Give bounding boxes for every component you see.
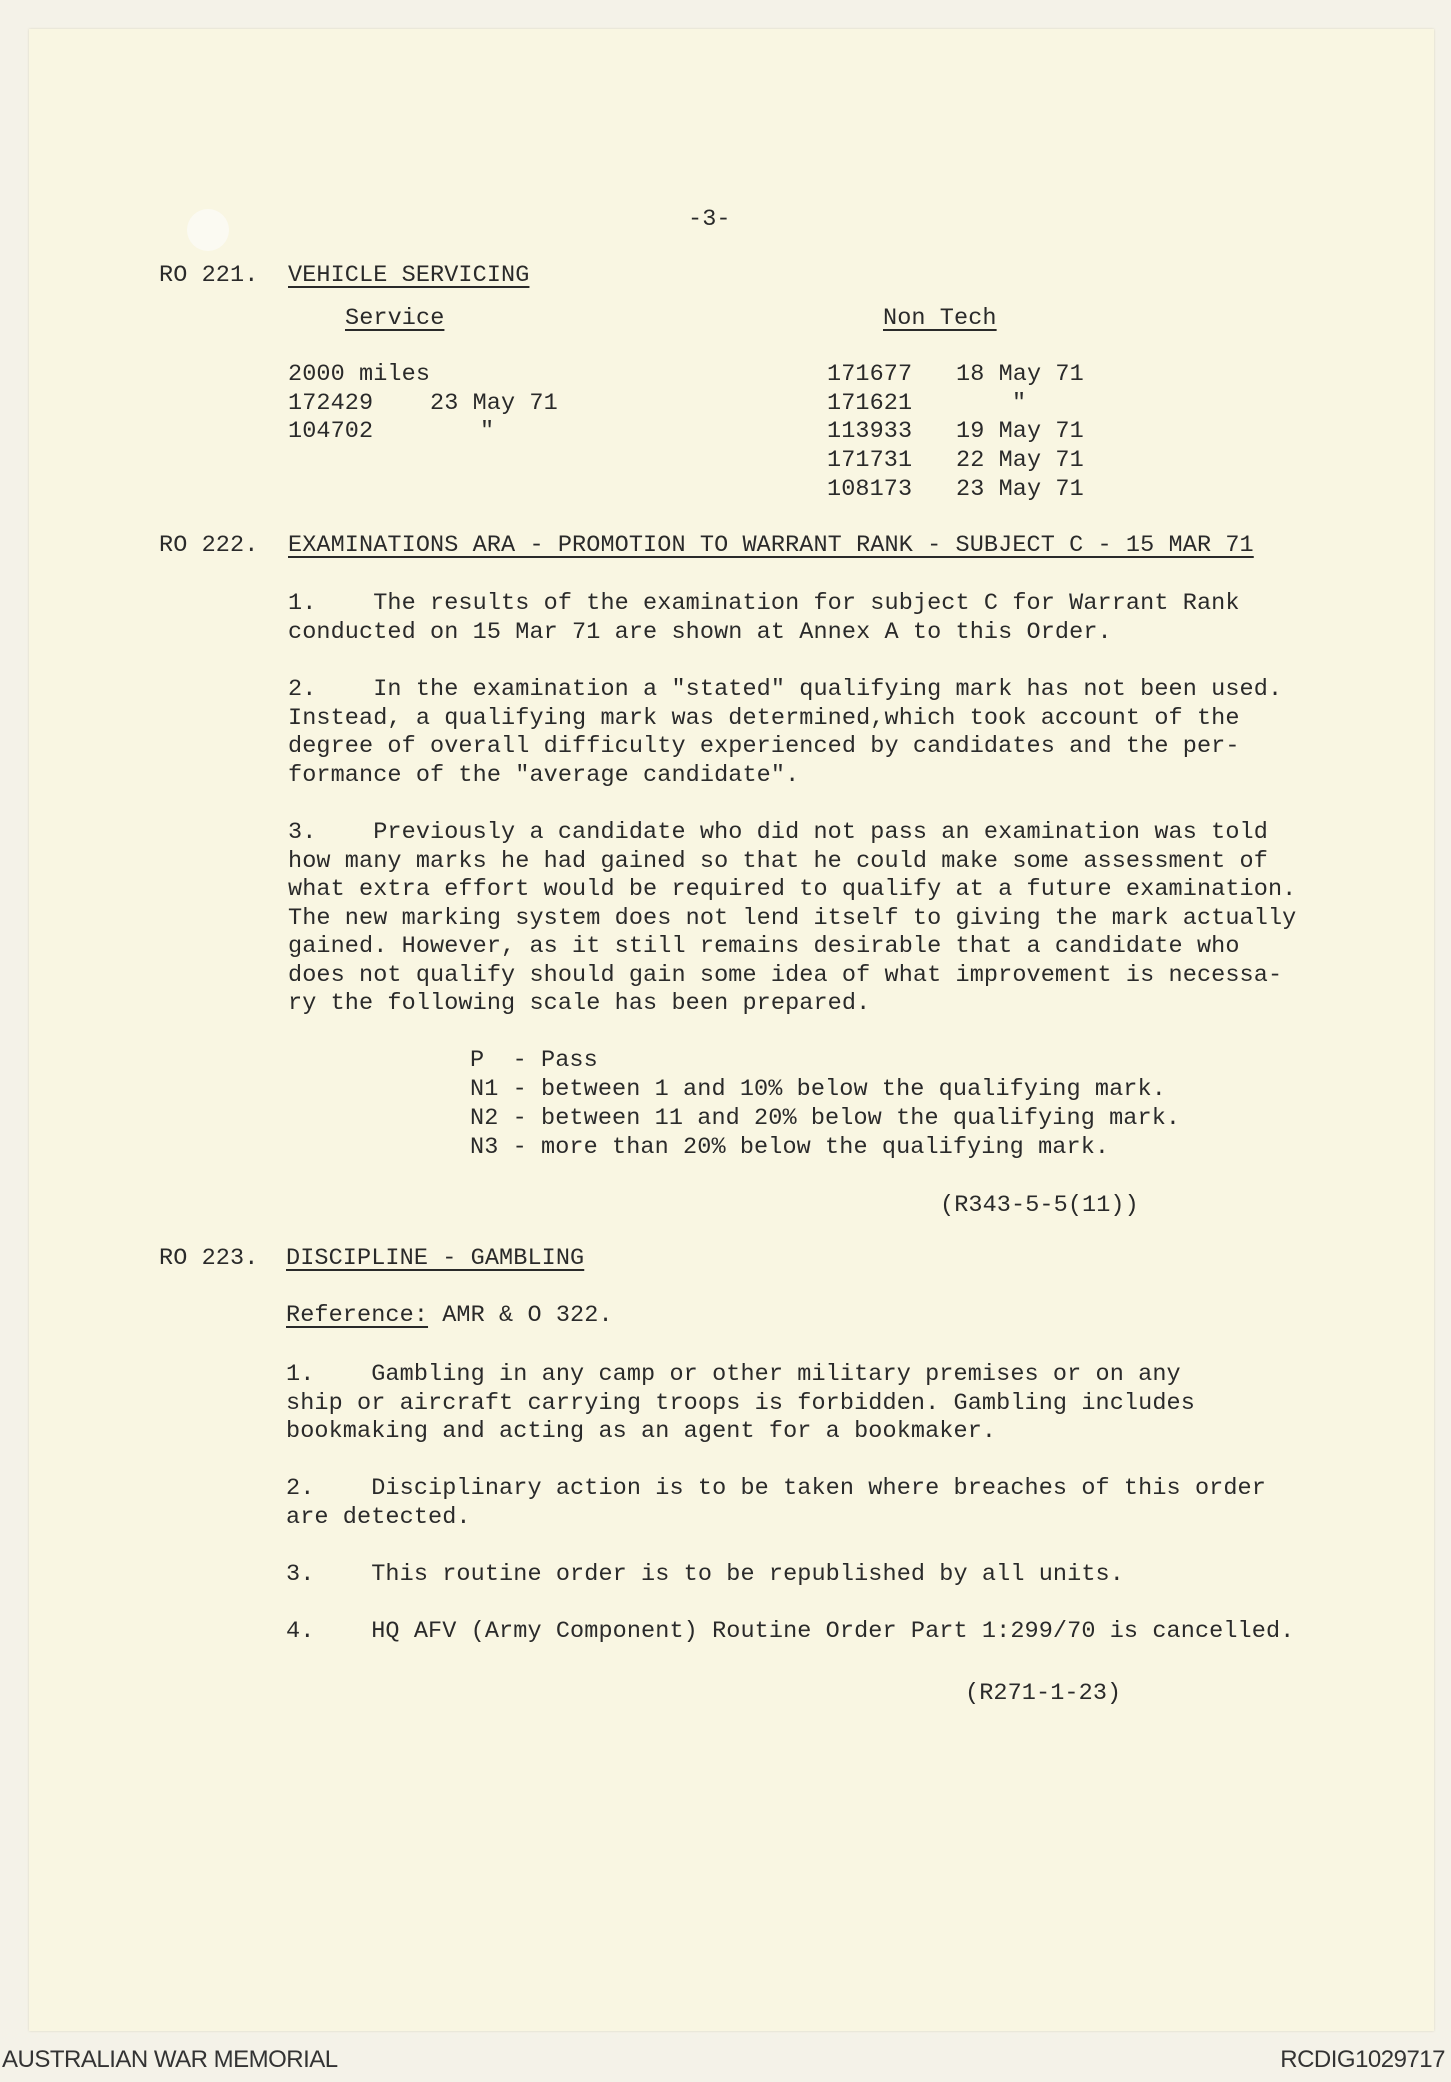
ro223-title: DISCIPLINE - GAMBLING: [286, 1245, 585, 1272]
paragraph-line: 2. In the examination a "stated" qualifying mark has not been used.: [288, 676, 1283, 703]
ro222-number: RO 222.: [159, 532, 259, 559]
paragraph-line: 2. Disciplinary action is to be taken where breaches of this order: [286, 1475, 1266, 1502]
paragraph-line: conducted on 15 Mar 71 are shown at Annex A to this Order.: [288, 618, 1112, 646]
paragraph-line: bookmaking and acting as an agent for a bookmaker.: [286, 1418, 997, 1445]
service-id: 172429: [288, 390, 374, 417]
paragraph-line: formance of the "average candidate".: [288, 761, 800, 789]
scale-item: P - Pass: [470, 1047, 598, 1074]
ro221-number: RO 221.: [159, 262, 259, 289]
nontech-id: 108173: [827, 476, 913, 503]
paragraph-line: 4. HQ AFV (Army Component) Routine Order Part 1:299/70 is cancelled.: [286, 1618, 1295, 1645]
paragraph-line: 1. Gambling in any camp or other military premises or on any: [286, 1361, 1181, 1388]
nontech-date: 22 May 71: [956, 447, 1084, 474]
paragraph-line: gained. However, as it still remains desirable that a candidate who: [288, 933, 1240, 960]
scale-item: N1 - between 1 and 10% below the qualifying mark.: [470, 1076, 1166, 1103]
nontech-date: 19 May 71: [956, 418, 1084, 445]
punch-hole: [187, 209, 229, 251]
ro223-number: RO 223.: [159, 1245, 259, 1272]
paragraph-line: does not qualify should gain some idea of what improvement is necessa-: [288, 961, 1283, 989]
reference-value: AMR & O 322.: [428, 1302, 613, 1329]
nontech-id: 171621: [827, 390, 913, 417]
nontech-id: 171677: [827, 361, 913, 388]
paragraph-line: degree of overall difficulty experienced by candidates and the per-: [288, 733, 1240, 760]
nontech-date: ": [1012, 390, 1027, 417]
footer-institution: AUSTRALIAN WAR MEMORIAL: [2, 2046, 338, 2073]
service-interval: 2000 miles: [288, 361, 431, 388]
service-date: ": [480, 418, 495, 445]
service-date: 23 May 71: [430, 390, 558, 417]
paragraph-line: Instead, a qualifying mark was determined,which took account of the: [288, 704, 1240, 732]
paragraph-line: what extra effort would be required to qualify at a future examination.: [288, 876, 1297, 903]
ro223-reference: (R271-1-23): [965, 1680, 1122, 1707]
service-header: Service: [345, 305, 445, 332]
nontech-date: 23 May 71: [956, 476, 1084, 503]
nontech-date: 18 May 71: [956, 361, 1084, 388]
paragraph-line: 3. This routine order is to be republished by all units.: [286, 1561, 1124, 1588]
scale-item: N3 - more than 20% below the qualifying mark.: [470, 1134, 1110, 1161]
nontech-id: 171731: [827, 447, 913, 474]
reference-label: Reference:: [286, 1302, 429, 1329]
document-page: [29, 29, 1434, 2031]
paragraph-line: The new marking system does not lend itself to giving the mark actually: [288, 904, 1297, 932]
footer-record-id: RCDIG1029717: [1280, 2046, 1445, 2073]
paragraph-line: are detected.: [286, 1503, 471, 1531]
page-number: -3-: [688, 206, 731, 233]
ro221-title: VEHICLE SERVICING: [288, 262, 530, 289]
nontech-header: Non Tech: [883, 305, 997, 332]
scale-item: N2 - between 11 and 20% below the qualifying mark.: [470, 1105, 1181, 1132]
ro223-reference-line: [286, 1302, 613, 1331]
paragraph-line: how many marks he had gained so that he could make some assessment of: [288, 847, 1268, 875]
ro222-reference: (R343-5-5(11)): [940, 1192, 1139, 1219]
nontech-id: 113933: [827, 418, 913, 445]
ro222-title: EXAMINATIONS ARA - PROMOTION TO WARRANT RANK - SUBJECT C - 15 MAR 71: [288, 532, 1254, 559]
paragraph-line: ry the following scale has been prepared.: [288, 990, 871, 1017]
paragraph-line: 1. The results of the examination for subject C for Warrant Rank: [288, 590, 1240, 617]
paragraph-line: 3. Previously a candidate who did not pass an examination was told: [288, 819, 1268, 846]
service-id: 104702: [288, 418, 374, 445]
paragraph-line: ship or aircraft carrying troops is forbidden. Gambling includes: [286, 1389, 1195, 1417]
